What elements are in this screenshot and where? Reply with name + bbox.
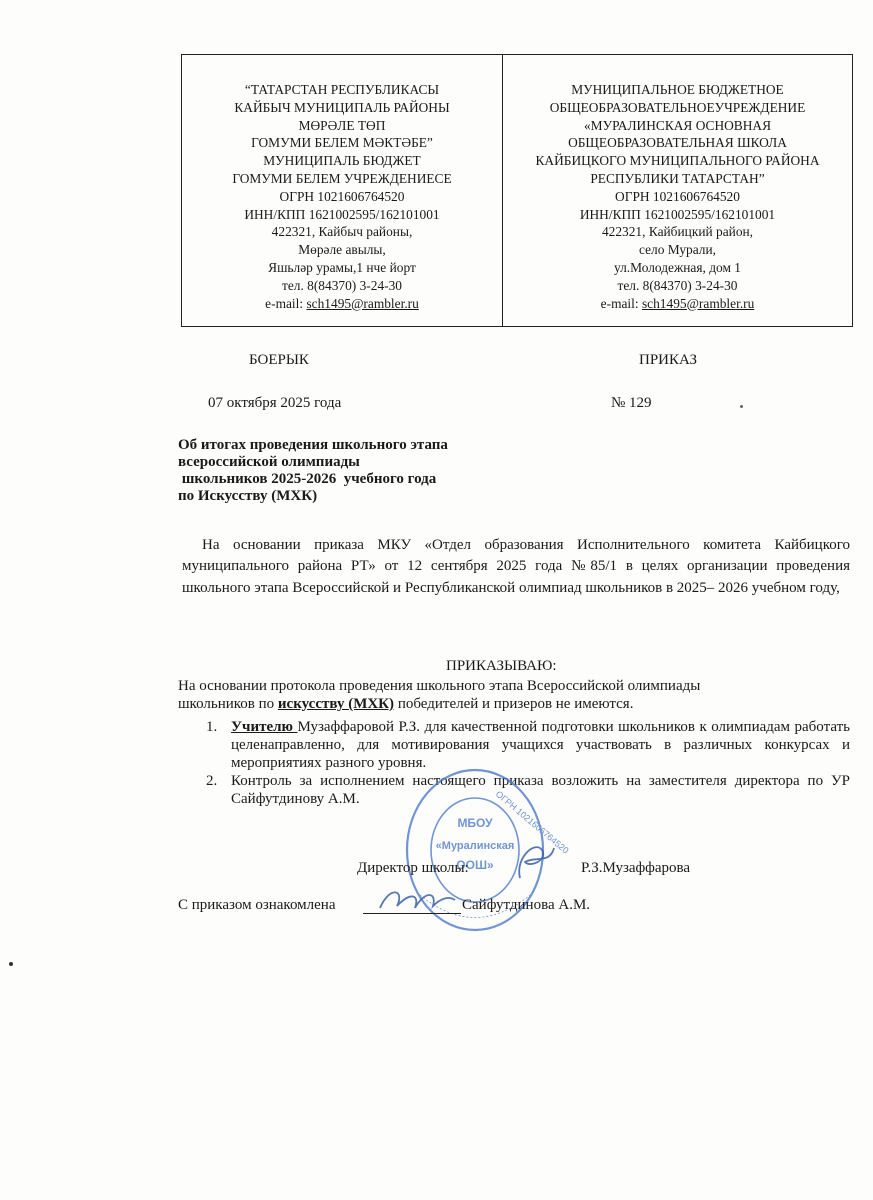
item-number: 2.	[206, 773, 218, 789]
header-left-line: МУНИЦИПАЛЬ БЮДЖЕТ	[263, 153, 421, 169]
stamp-center-bottom: ООШ»	[456, 858, 494, 872]
title-line: всероссийской олимпиады	[178, 454, 360, 470]
email-link[interactable]: sch1495@rambler.ru	[306, 295, 419, 311]
director-name: Р.З.Музаффарова	[581, 860, 691, 876]
header-left-line: КАЙБЫЧ МУНИЦИПАЛЬ РАЙОНЫ	[234, 99, 450, 115]
header-left-line: тел. 8(84370) 3-24-30	[281, 277, 402, 293]
item-number: 1.	[206, 719, 218, 735]
header-right-line: ОГРН 1021606764520	[615, 188, 740, 204]
scan-speck	[9, 962, 13, 966]
stamp-center-mid: «Муралинская	[435, 840, 515, 852]
header-left-line: “ТАТАРСТАН РЕСПУБЛИКАСЫ	[244, 82, 440, 97]
doc-type-tatar: БОЕРЫК	[249, 352, 309, 368]
doc-type-russian: ПРИКАЗ	[639, 352, 697, 368]
director-signature	[510, 838, 560, 886]
header-left-line: Мөрәле авылы,	[298, 242, 386, 258]
title-line: школьников 2025-2026 учебного года	[178, 471, 437, 487]
header-right-line: ул.Молодежная, дом 1	[614, 259, 741, 275]
list-item	[206, 718, 850, 772]
header-right-line: КАЙБИЦКОГО МУНИЦИПАЛЬНОГО РАЙОНА	[535, 153, 820, 169]
director-title: Директор школы:	[357, 860, 469, 876]
title-line: Об итогах проведения школьного этапа	[178, 437, 448, 453]
header-right-russian	[503, 55, 852, 326]
item-lead: Учителю	[231, 719, 298, 735]
item-text: Контроль за исполнением настоящего приказа возложить на заместителя директора по УР Сайфутдинову А.М.	[231, 773, 850, 807]
acknowledgement-name: Сайфутдинова А.М.	[462, 897, 591, 913]
protocol-paragraph	[178, 677, 818, 713]
header-left-line: ОГРН 1021606764520	[279, 188, 405, 204]
order-date: 07 октября 2025 года	[208, 395, 342, 411]
item-text: Музаффаровой Р.З. для качественной подготовки школьников к олимпиадам работать целенаправленно, для мотивирования учащихся участвовать в различных конкурсах и мероприятиях разного уровня.	[231, 719, 851, 771]
scan-speck	[740, 405, 743, 408]
stamp-center-top: МБОУ	[457, 816, 493, 830]
protocol-line-2	[178, 695, 818, 713]
header-left-tatar	[182, 55, 503, 326]
protocol-suffix: победителей и призеров не имеются.	[394, 696, 634, 712]
header-left-line: ГОМУМИ БЕЛЕМ УЧРЕЖДЕНИЕСЕ	[232, 170, 452, 186]
order-heading: ПРИКАЗЫВАЮ:	[446, 658, 557, 674]
header-right-line: ОБЩЕОБРАЗОВАТЕЛЬНОЕУЧРЕЖДЕНИЕ	[549, 99, 806, 115]
header-left-line: 422321, Кайбыч районы,	[271, 224, 413, 240]
header-right-line: 422321, Кайбицкий район,	[601, 224, 754, 240]
header-right-line: село Мурали,	[639, 242, 716, 258]
header-left-line: ИНН/КПП 1621002595/162101001	[244, 206, 440, 222]
header-left-line: МӨРӘЛЕ ТӨП	[298, 117, 386, 133]
acknowledgement-signature	[375, 880, 460, 920]
acknowledgement-label: С приказом ознакомлена	[178, 897, 336, 913]
header-right-line: ИНН/КПП 1621002595/162101001	[579, 206, 776, 222]
header-right-line: РЕСПУБЛИКИ ТАТАРСТАН”	[590, 170, 765, 186]
intro-paragraph: На основании приказа МКУ «Отдел образования Исполнительного комитета Кайбицкого муниципального района РТ» от 12 сентября 2025 года №85/1 в целях организации проведения школьного этапа Всероссийской и Республиканской олимпиад школьников в 2025– 2026 учебном году,	[182, 537, 850, 596]
protocol-subject: искусству (МХК)	[277, 696, 395, 712]
header-left-line: ГОМУМИ БЕЛЕМ МӘКТӘБЕ”	[251, 135, 433, 151]
email-prefix: e-mail:	[600, 295, 642, 311]
email-prefix: e-mail:	[265, 295, 307, 311]
header-right-line: МУНИЦИПАЛЬНОЕ БЮДЖЕТНОЕ	[571, 82, 784, 97]
header-right-line: тел. 8(84370) 3-24-30	[617, 277, 738, 293]
order-title	[178, 437, 448, 505]
protocol-prefix: школьников по	[178, 696, 278, 712]
header-right-line: ОБЩЕОБРАЗОВАТЕЛЬНАЯ ШКОЛА	[568, 135, 787, 151]
protocol-line-1: На основании протокола проведения школьного этапа Всероссийской олимпиады	[178, 678, 701, 694]
email-link[interactable]: sch1495@rambler.ru	[641, 295, 755, 311]
header-right-line: «МУРАЛИНСКАЯ ОСНОВНАЯ	[583, 117, 772, 133]
title-line: по Искусству (МХК)	[178, 488, 318, 504]
header-table	[181, 54, 853, 327]
header-left-line: Яшьләр урамы,1 нче йорт	[268, 259, 416, 275]
header-left-email-row	[182, 295, 502, 313]
stamp-ogrn: ОГРН 1021606764520	[493, 788, 571, 856]
header-right-email-row	[503, 295, 852, 313]
order-number: № 129	[611, 395, 652, 411]
